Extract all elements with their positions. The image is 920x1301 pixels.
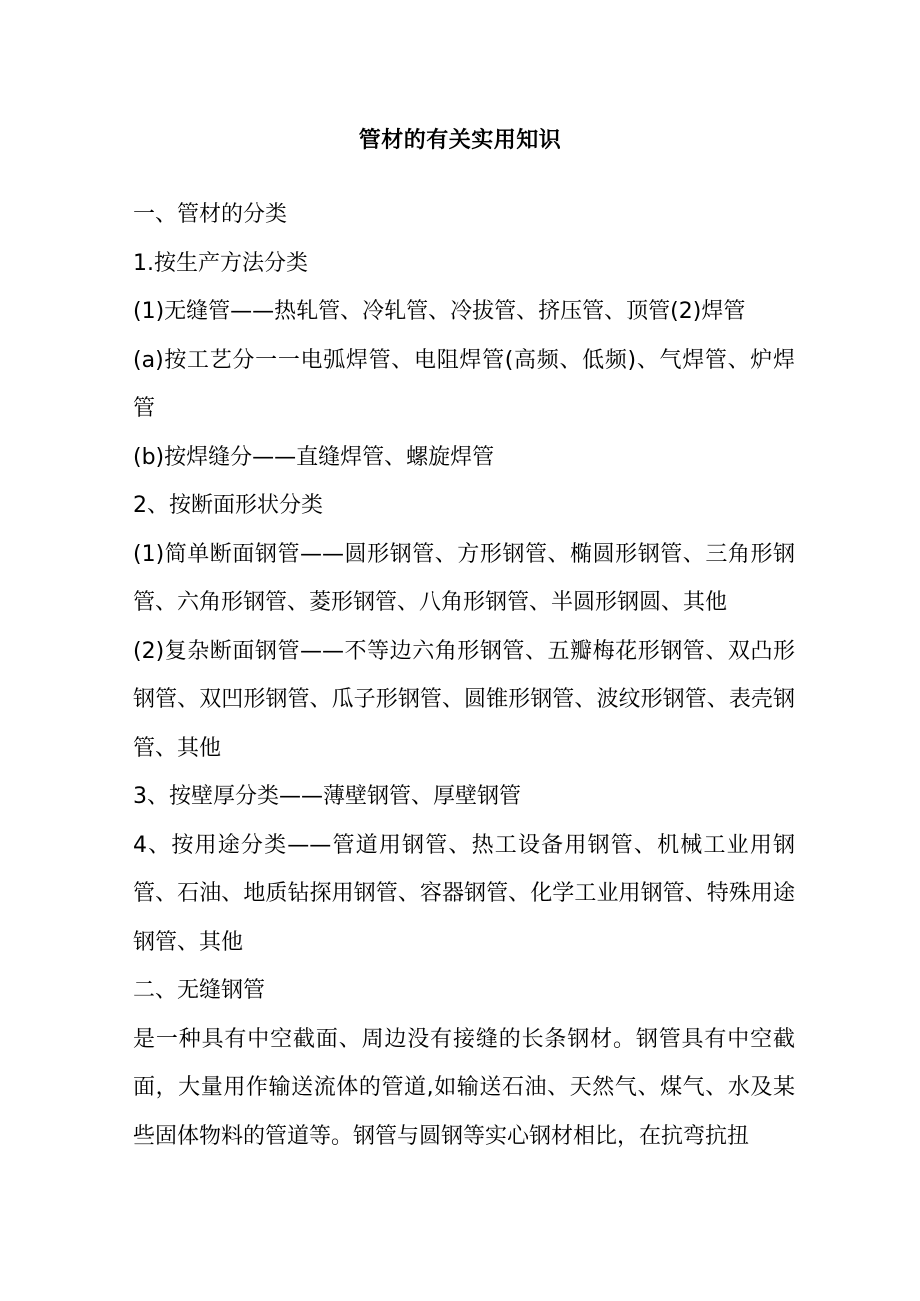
paragraph: (a)按工艺分一一电弧焊管、电阻焊管(高频、低频)、气焊管、炉焊管 — [133, 347, 795, 421]
subsection-heading: 2、按断面形状分类 — [133, 493, 323, 518]
document-body — [133, 191, 795, 1161]
section-heading: 一、管材的分类 — [133, 202, 288, 227]
section-heading: 二、无缝钢管 — [133, 978, 266, 1003]
document-title: 管材的有关实用知识 — [358, 128, 562, 153]
paragraph: (1)简单断面钢管——圆形钢管、方形钢管、椭圆形钢管、三角形钢管、六角形钢管、菱形钢管、八角形钢管、半圆形钢圆、其他 — [133, 541, 795, 615]
paragraph: 4、按用途分类——管道用钢管、热工设备用钢管、机械工业用钢管、石油、地质钻探用钢管、容器钢管、化学工业用钢管、特殊用途钢管、其他 — [133, 832, 795, 955]
subsection-heading: 1.按生产方法分类 — [133, 250, 308, 276]
paragraph: 是一种具有中空截面、周边没有接缝的长条钢材。钢管具有中空截面，大量用作输送流体的管道,如输送石油、天然气、煤气、水及某些固体物料的管道等。钢管与圆钢等实心钢材相比，在抗弯抗扭 — [133, 1026, 795, 1149]
paragraph: 3、按壁厚分类——薄壁钢管、厚壁钢管 — [133, 784, 521, 809]
paragraph: (1)无缝管——热轧管、冷轧管、冷拔管、挤压管、顶管(2)焊管 — [133, 299, 746, 324]
paragraph: (2)复杂断面钢管——不等边六角形钢管、五瓣梅花形钢管、双凸形钢管、双凹形钢管、瓜子形钢管、圆锥形钢管、波纹形钢管、表壳钢管、其他 — [133, 638, 795, 761]
paragraph: (b)按焊缝分——直缝焊管、螺旋焊管 — [133, 444, 495, 470]
